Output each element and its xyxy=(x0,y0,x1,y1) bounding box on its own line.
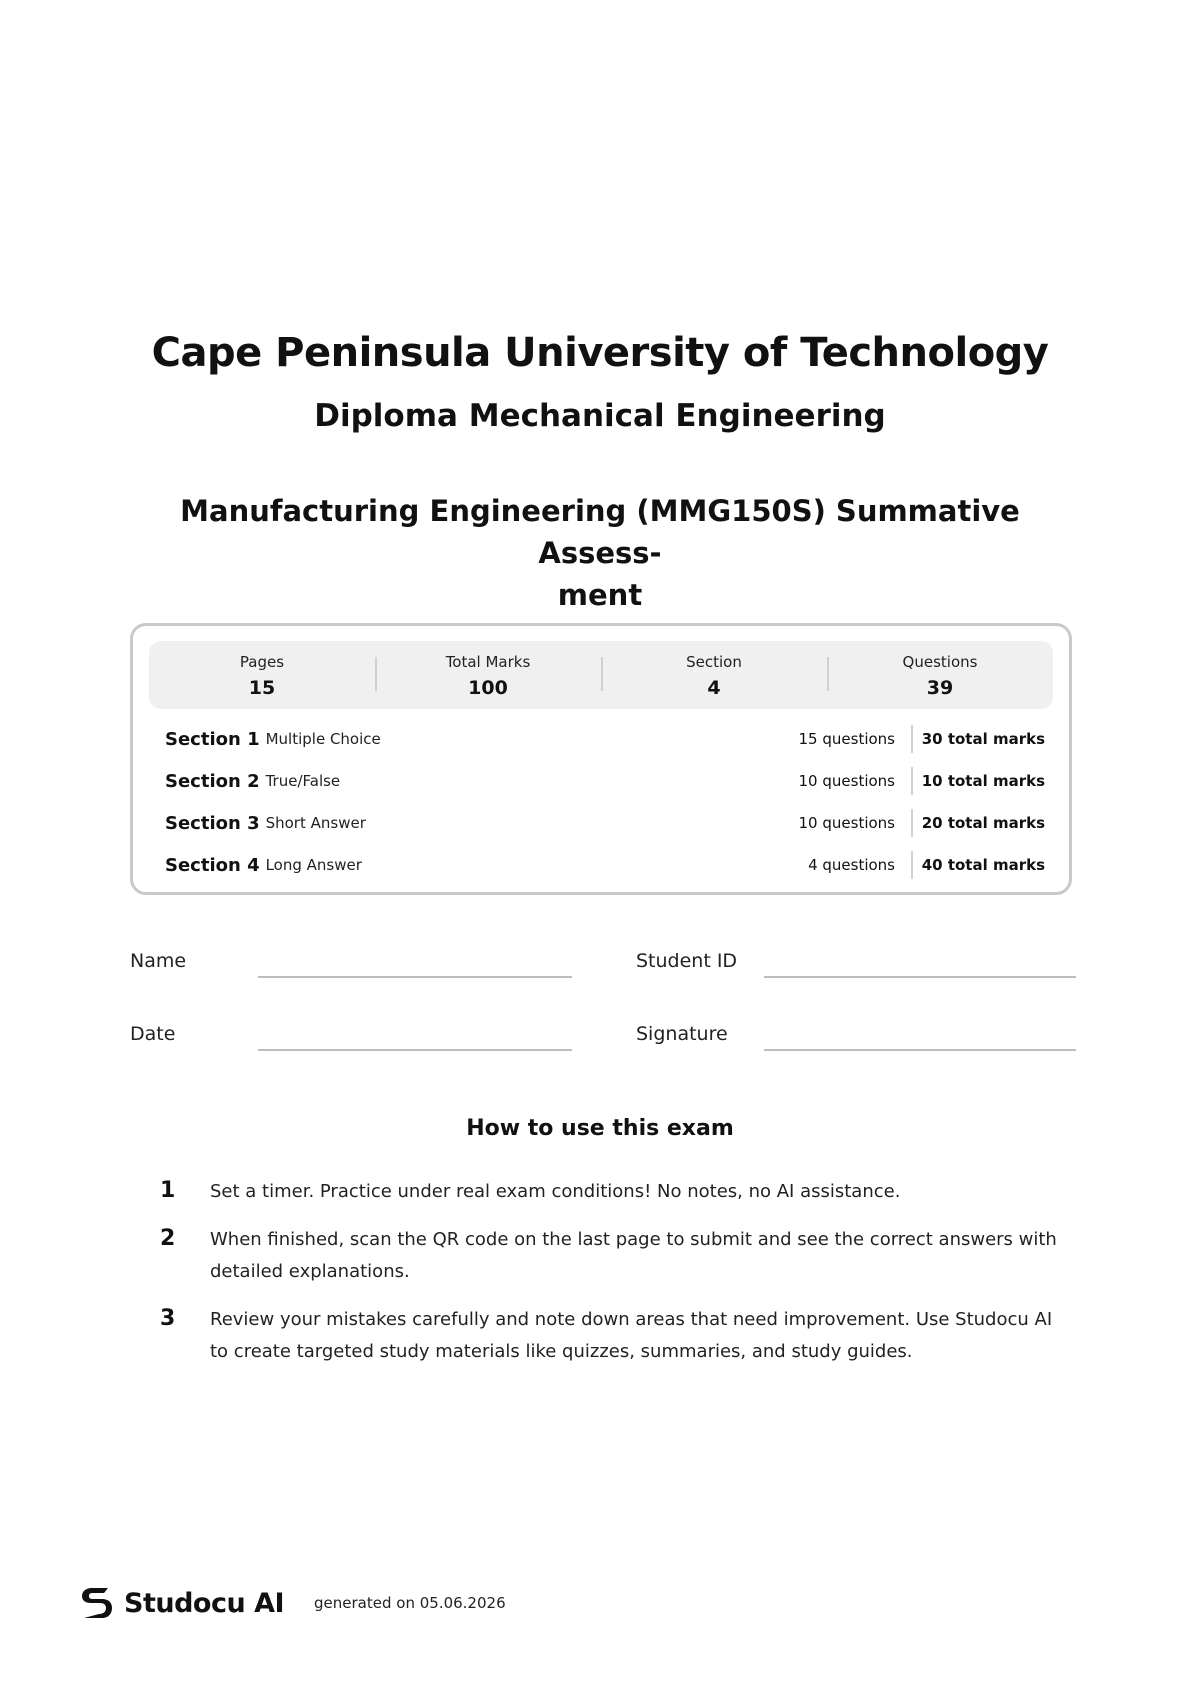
section-marks: 20 total marks xyxy=(921,814,1045,832)
stat-label: Questions xyxy=(902,653,978,671)
section-name: Section 3 xyxy=(165,812,260,834)
section-questions: 10 questions xyxy=(798,814,895,832)
name-label: Name xyxy=(130,950,187,972)
stat-value: 4 xyxy=(707,677,721,699)
howto-step-1 xyxy=(160,1176,1060,1208)
section-marks: 40 total marks xyxy=(921,856,1045,874)
section-name: Section 4 xyxy=(165,854,260,876)
section-type: Multiple Choice xyxy=(265,730,381,748)
howto-title: How to use this exam xyxy=(466,1116,734,1141)
stats-bar xyxy=(149,641,1053,709)
stat-label: Section xyxy=(686,653,742,671)
section-name: Section 2 xyxy=(165,770,260,792)
university-title: Cape Peninsula University of Technology xyxy=(151,330,1049,376)
step-text: When finished, scan the QR code on the last page to submit and see the correct answers with detailed explanations. xyxy=(210,1229,1057,1282)
section-list xyxy=(165,718,1045,886)
exam-summary-box xyxy=(130,623,1072,895)
section-row-2 xyxy=(165,760,1045,802)
stat-questions xyxy=(827,641,1053,709)
program-title: Diploma Mechanical Engineering xyxy=(314,398,886,434)
signature-label: Signature xyxy=(636,1023,728,1045)
section-row-1 xyxy=(165,718,1045,760)
step-number: 1 xyxy=(160,1178,176,1203)
stat-label: Pages xyxy=(239,653,285,671)
section-questions: 4 questions xyxy=(808,856,895,874)
step-text: Review your mistakes carefully and note down areas that need improvement. Use Studocu AI to create targeted study materials like quizzes, summaries, and study guides. xyxy=(210,1309,1053,1362)
stat-total-marks xyxy=(375,641,601,709)
stat-value: 100 xyxy=(468,677,508,699)
brand-name: Studocu AI xyxy=(124,1587,285,1619)
course-title xyxy=(130,490,1070,616)
step-text: Set a timer. Practice under real exam conditions! No notes, no AI assistance. xyxy=(210,1181,901,1202)
signature-line[interactable] xyxy=(764,1049,1076,1051)
name-line[interactable] xyxy=(258,976,572,978)
section-type: Long Answer xyxy=(265,856,362,874)
course-title-line-2: ment xyxy=(557,578,643,612)
section-marks: 30 total marks xyxy=(921,730,1045,748)
date-label: Date xyxy=(130,1023,176,1045)
stat-value: 15 xyxy=(248,677,276,699)
stat-sections xyxy=(601,641,827,709)
course-title-line-1: Manufacturing Engineering (MMG150S) Summative Assess- xyxy=(180,494,1020,570)
section-questions: 10 questions xyxy=(798,772,895,790)
section-row-4 xyxy=(165,844,1045,886)
stat-pages xyxy=(149,641,375,709)
student-id-line[interactable] xyxy=(764,976,1076,978)
section-row-3 xyxy=(165,802,1045,844)
step-number: 3 xyxy=(160,1306,176,1331)
step-number: 2 xyxy=(160,1226,176,1251)
footer xyxy=(78,1584,506,1622)
section-type: True/False xyxy=(265,772,341,790)
section-marks: 10 total marks xyxy=(921,772,1045,790)
howto-steps xyxy=(160,1176,1060,1384)
generated-date: generated on 05.06.2026 xyxy=(314,1594,506,1612)
student-id-label: Student ID xyxy=(636,950,738,972)
section-questions: 15 questions xyxy=(798,730,895,748)
section-name: Section 1 xyxy=(165,728,260,750)
howto-step-3 xyxy=(160,1304,1060,1368)
date-line[interactable] xyxy=(258,1049,572,1051)
stat-label: Total Marks xyxy=(445,653,531,671)
section-type: Short Answer xyxy=(265,814,366,832)
howto-step-2 xyxy=(160,1224,1060,1288)
stat-value: 39 xyxy=(926,677,954,699)
studocu-logo-icon xyxy=(78,1584,114,1622)
